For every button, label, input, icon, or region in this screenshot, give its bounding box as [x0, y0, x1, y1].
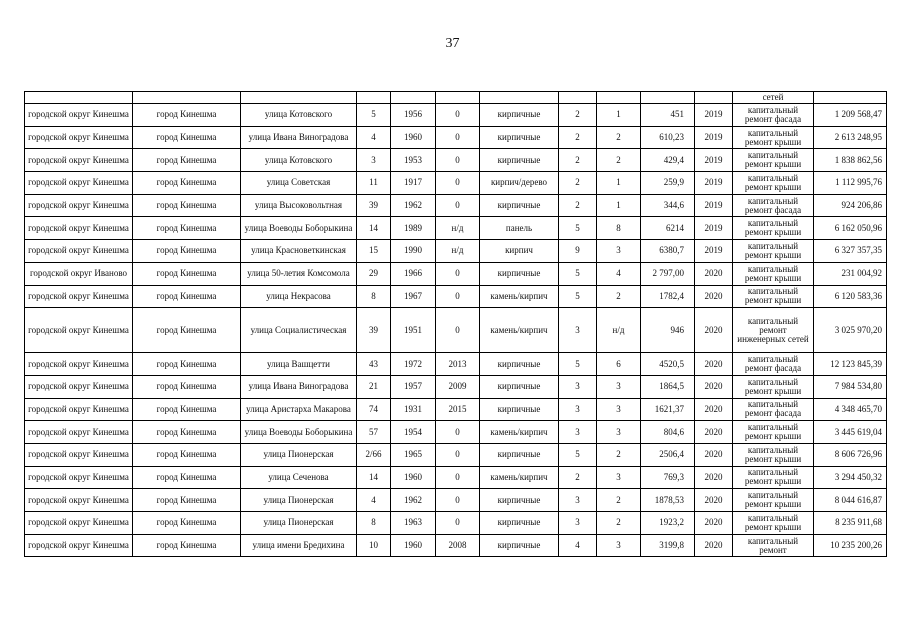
entrances-cell: 4 — [597, 262, 641, 285]
area-cell: 1864,5 — [641, 375, 695, 398]
district-cell: городской округ Кинешма — [25, 375, 133, 398]
entrances-cell: 3 — [597, 398, 641, 421]
repair-year-cell: 2020 — [695, 489, 733, 512]
year-built-cell: 1963 — [391, 512, 436, 535]
city-cell: город Кинешма — [133, 534, 241, 557]
table-row — [25, 466, 887, 489]
district-cell: городской округ Кинешма — [25, 104, 133, 127]
year-renovated-cell: 0 — [436, 466, 480, 489]
wall-material-cell: кирпичные — [480, 443, 559, 466]
work-type-cell: капитальный ремонт крыши — [733, 466, 814, 489]
wall-material-cell: кирпичные — [480, 534, 559, 557]
district-cell: городской округ Кинешма — [25, 443, 133, 466]
street-cell: улица имени Бредихина — [241, 534, 357, 557]
repair-year-cell: 2020 — [695, 375, 733, 398]
street-cell: улица Некрасова — [241, 285, 357, 308]
house-number-cell: 39 — [357, 194, 391, 217]
table-row — [25, 534, 887, 557]
wall-material-cell: кирпичные — [480, 194, 559, 217]
street-cell: улица Пионерская — [241, 489, 357, 512]
city-cell: город Кинешма — [133, 443, 241, 466]
year-built-cell: 1954 — [391, 421, 436, 444]
table-row — [25, 262, 887, 285]
wall-material-cell: камень/кирпич — [480, 466, 559, 489]
repair-year-cell: 2019 — [695, 172, 733, 195]
cost-cell: 8 606 726,96 — [814, 443, 887, 466]
year-renovated-cell: 0 — [436, 172, 480, 195]
work-type-cell: капитальный ремонт — [733, 534, 814, 557]
year-built-cell: 1951 — [391, 308, 436, 353]
work-type-cell: капитальный ремонт крыши — [733, 126, 814, 149]
city-cell: город Кинешма — [133, 421, 241, 444]
area-cell: 1878,53 — [641, 489, 695, 512]
table-row — [25, 285, 887, 308]
repair-year-cell: 2019 — [695, 104, 733, 127]
house-number-cell: 74 — [357, 398, 391, 421]
year-renovated-cell: 0 — [436, 149, 480, 172]
year-built-cell: 1960 — [391, 534, 436, 557]
city-cell: город Кинешма — [133, 353, 241, 376]
cost-cell: 3 294 450,32 — [814, 466, 887, 489]
entrances-cell: 1 — [597, 172, 641, 195]
city-cell: город Кинешма — [133, 512, 241, 535]
entrances-cell: 2 — [597, 149, 641, 172]
floors-cell: 3 — [559, 421, 597, 444]
year-renovated-cell: 0 — [436, 194, 480, 217]
street-cell: улица Ивана Виноградова — [241, 375, 357, 398]
house-number-cell: 3 — [357, 149, 391, 172]
floors-cell: 9 — [559, 240, 597, 263]
year-renovated-cell: 0 — [436, 421, 480, 444]
cost-cell: 10 235 200,26 — [814, 534, 887, 557]
table-row — [25, 375, 887, 398]
city-cell: город Кинешма — [133, 126, 241, 149]
year-built-cell: 1989 — [391, 217, 436, 240]
work-type-cell: капитальный ремонт крыши — [733, 262, 814, 285]
repair-year-cell: 2020 — [695, 353, 733, 376]
work-type-cell: капитальный ремонт крыши — [733, 240, 814, 263]
year-built-cell: 1956 — [391, 104, 436, 127]
work-type-cell: капитальный ремонт крыши — [733, 285, 814, 308]
cost-cell: 12 123 845,39 — [814, 353, 887, 376]
repair-year-cell: 2020 — [695, 308, 733, 353]
floors-cell: 3 — [559, 512, 597, 535]
city-cell: город Кинешма — [133, 285, 241, 308]
floors-cell: 2 — [559, 172, 597, 195]
table-row — [25, 172, 887, 195]
area-cell: 2 797,00 — [641, 262, 695, 285]
entrances-cell: 1 — [597, 194, 641, 217]
work-type-cell: капитальный ремонт фасада — [733, 353, 814, 376]
street-cell: улица Пионерская — [241, 512, 357, 535]
continuation-row — [25, 92, 887, 104]
district-cell: городской округ Кинешма — [25, 534, 133, 557]
street-cell: улица Высоковольтная — [241, 194, 357, 217]
cost-cell: 6 120 583,36 — [814, 285, 887, 308]
year-renovated-cell: 2015 — [436, 398, 480, 421]
repair-year-cell: 2019 — [695, 240, 733, 263]
entrances-cell: 2 — [597, 489, 641, 512]
table-row — [25, 398, 887, 421]
entrances-cell: 3 — [597, 466, 641, 489]
street-cell: улица Котовского — [241, 104, 357, 127]
city-cell: город Кинешма — [133, 172, 241, 195]
work-type-cell: капитальный ремонт фасада — [733, 194, 814, 217]
year-renovated-cell: 0 — [436, 126, 480, 149]
entrances-cell: 2 — [597, 443, 641, 466]
street-cell: улица Пионерская — [241, 443, 357, 466]
street-cell: улица Сеченова — [241, 466, 357, 489]
year-renovated-cell: 0 — [436, 443, 480, 466]
area-cell: 946 — [641, 308, 695, 353]
district-cell: городской округ Кинешма — [25, 172, 133, 195]
entrances-cell: 2 — [597, 285, 641, 308]
floors-cell: 5 — [559, 443, 597, 466]
wall-material-cell: кирпичные — [480, 126, 559, 149]
district-cell: городской округ Кинешма — [25, 466, 133, 489]
wall-material-cell: кирпичные — [480, 489, 559, 512]
house-number-cell: 14 — [357, 217, 391, 240]
floors-cell: 5 — [559, 285, 597, 308]
year-renovated-cell: н/д — [436, 240, 480, 263]
table-row — [25, 489, 887, 512]
area-cell: 4520,5 — [641, 353, 695, 376]
wall-material-cell: панель — [480, 217, 559, 240]
work-type-cell: капитальный ремонт крыши — [733, 217, 814, 240]
city-cell: город Кинешма — [133, 398, 241, 421]
street-cell: улица Советская — [241, 172, 357, 195]
year-built-cell: 1990 — [391, 240, 436, 263]
work-type-cell: капитальный ремонт крыши — [733, 149, 814, 172]
repair-year-cell: 2020 — [695, 398, 733, 421]
repair-year-cell: 2020 — [695, 262, 733, 285]
house-number-cell: 43 — [357, 353, 391, 376]
city-cell: город Кинешма — [133, 240, 241, 263]
district-cell: городской округ Кинешма — [25, 217, 133, 240]
house-number-cell: 57 — [357, 421, 391, 444]
floors-cell: 2 — [559, 104, 597, 127]
street-cell: улица 50-летия Комсомола — [241, 262, 357, 285]
table-row — [25, 512, 887, 535]
work-cell: сетей — [733, 92, 814, 104]
table-row — [25, 240, 887, 263]
floors-cell: 2 — [559, 466, 597, 489]
street-cell: улица Воеводы Боборыкина — [241, 421, 357, 444]
year-renovated-cell: н/д — [436, 217, 480, 240]
year-built-cell: 1967 — [391, 285, 436, 308]
year-renovated-cell: 0 — [436, 308, 480, 353]
floors-cell: 2 — [559, 194, 597, 217]
year-renovated-cell: 0 — [436, 104, 480, 127]
entrances-cell: 2 — [597, 512, 641, 535]
repair-year-cell: 2020 — [695, 443, 733, 466]
entrances-cell: 8 — [597, 217, 641, 240]
year-built-cell: 1931 — [391, 398, 436, 421]
cost-cell: 3 025 970,20 — [814, 308, 887, 353]
area-cell: 6214 — [641, 217, 695, 240]
street-cell: улица Социалистическая — [241, 308, 357, 353]
cost-cell: 4 348 465,70 — [814, 398, 887, 421]
year-renovated-cell: 2008 — [436, 534, 480, 557]
house-number-cell: 10 — [357, 534, 391, 557]
house-number-cell: 14 — [357, 466, 391, 489]
wall-material-cell: кирпич — [480, 240, 559, 263]
floors-cell: 5 — [559, 262, 597, 285]
floors-cell: 3 — [559, 398, 597, 421]
district-cell: городской округ Кинешма — [25, 126, 133, 149]
work-type-cell: капитальный ремонт фасада — [733, 398, 814, 421]
year-built-cell: 1953 — [391, 149, 436, 172]
table-row — [25, 421, 887, 444]
district-cell: городской округ Кинешма — [25, 421, 133, 444]
work-type-cell: капитальный ремонт крыши — [733, 375, 814, 398]
year-built-cell: 1960 — [391, 126, 436, 149]
area-cell: 6380,7 — [641, 240, 695, 263]
table-row — [25, 126, 887, 149]
district-cell: городской округ Кинешма — [25, 149, 133, 172]
year-built-cell: 1917 — [391, 172, 436, 195]
cost-cell: 924 206,86 — [814, 194, 887, 217]
floors-cell: 4 — [559, 534, 597, 557]
city-cell: город Кинешма — [133, 489, 241, 512]
cost-cell: 1 112 995,76 — [814, 172, 887, 195]
house-number-cell: 21 — [357, 375, 391, 398]
year-renovated-cell: 0 — [436, 489, 480, 512]
floors-cell: 3 — [559, 375, 597, 398]
year-renovated-cell: 2009 — [436, 375, 480, 398]
repair-year-cell: 2020 — [695, 285, 733, 308]
year-built-cell: 1972 — [391, 353, 436, 376]
district-cell: городской округ Кинешма — [25, 398, 133, 421]
area-cell: 451 — [641, 104, 695, 127]
entrances-cell: н/д — [597, 308, 641, 353]
street-cell: улица Воеводы Боборыкина — [241, 217, 357, 240]
table-row — [25, 443, 887, 466]
cost-cell: 1 838 862,56 — [814, 149, 887, 172]
year-built-cell: 1960 — [391, 466, 436, 489]
entrances-cell: 3 — [597, 375, 641, 398]
district-cell: городской округ Кинешма — [25, 353, 133, 376]
wall-material-cell: кирпичные — [480, 353, 559, 376]
district-cell: городской округ Кинешма — [25, 194, 133, 217]
street-cell: улица Аристарха Макарова — [241, 398, 357, 421]
street-cell: улица Котовского — [241, 149, 357, 172]
area-cell: 769,3 — [641, 466, 695, 489]
year-built-cell: 1962 — [391, 194, 436, 217]
street-cell: улица Ивана Виноградова — [241, 126, 357, 149]
area-cell: 610,23 — [641, 126, 695, 149]
wall-material-cell: камень/кирпич — [480, 308, 559, 353]
table-row — [25, 308, 887, 353]
year-renovated-cell: 0 — [436, 262, 480, 285]
house-number-cell: 8 — [357, 512, 391, 535]
house-number-cell: 4 — [357, 489, 391, 512]
street-cell: улица Вашцетти — [241, 353, 357, 376]
work-type-cell: капитальный ремонт крыши — [733, 443, 814, 466]
district-cell: городской округ Кинешма — [25, 308, 133, 353]
table-row — [25, 104, 887, 127]
housing-repair-table — [24, 91, 887, 557]
cost-cell: 7 984 534,80 — [814, 375, 887, 398]
repair-year-cell: 2019 — [695, 194, 733, 217]
area-cell: 429,4 — [641, 149, 695, 172]
work-type-cell: капитальный ремонт крыши — [733, 421, 814, 444]
floors-cell: 5 — [559, 353, 597, 376]
wall-material-cell: камень/кирпич — [480, 285, 559, 308]
work-type-cell: капитальный ремонт крыши — [733, 172, 814, 195]
repair-year-cell: 2020 — [695, 466, 733, 489]
area-cell: 1923,2 — [641, 512, 695, 535]
city-cell: город Кинешма — [133, 375, 241, 398]
wall-material-cell: кирпич/дерево — [480, 172, 559, 195]
year-built-cell: 1957 — [391, 375, 436, 398]
city-cell: город Кинешма — [133, 149, 241, 172]
repair-year-cell: 2020 — [695, 512, 733, 535]
repair-year-cell: 2020 — [695, 421, 733, 444]
house-number-cell: 11 — [357, 172, 391, 195]
city-cell: город Кинешма — [133, 217, 241, 240]
cost-cell: 6 162 050,96 — [814, 217, 887, 240]
year-built-cell: 1966 — [391, 262, 436, 285]
repair-year-cell: 2020 — [695, 534, 733, 557]
city-cell: город Кинешма — [133, 262, 241, 285]
year-built-cell: 1962 — [391, 489, 436, 512]
wall-material-cell: камень/кирпич — [480, 421, 559, 444]
wall-material-cell: кирпичные — [480, 262, 559, 285]
repair-year-cell: 2019 — [695, 149, 733, 172]
house-number-cell: 4 — [357, 126, 391, 149]
street-cell: улица Красноветкинская — [241, 240, 357, 263]
cost-cell: 3 445 619,04 — [814, 421, 887, 444]
page-number: 37 — [445, 36, 460, 51]
district-cell: городской округ Кинешма — [25, 489, 133, 512]
work-type-cell: капитальный ремонт инженерных сетей — [733, 308, 814, 353]
cost-cell: 231 004,92 — [814, 262, 887, 285]
entrances-cell: 3 — [597, 240, 641, 263]
house-number-cell: 8 — [357, 285, 391, 308]
floors-cell: 3 — [559, 308, 597, 353]
entrances-cell: 2 — [597, 126, 641, 149]
district-cell: городской округ Кинешма — [25, 512, 133, 535]
area-cell: 3199,8 — [641, 534, 695, 557]
wall-material-cell: кирпичные — [480, 512, 559, 535]
wall-material-cell: кирпичные — [480, 104, 559, 127]
year-renovated-cell: 0 — [436, 285, 480, 308]
city-cell: город Кинешма — [133, 194, 241, 217]
area-cell: 1621,37 — [641, 398, 695, 421]
house-number-cell: 2/66 — [357, 443, 391, 466]
repair-year-cell: 2019 — [695, 217, 733, 240]
table-row — [25, 353, 887, 376]
district-cell: городской округ Иваново — [25, 262, 133, 285]
wall-material-cell: кирпичные — [480, 398, 559, 421]
house-number-cell: 5 — [357, 104, 391, 127]
house-number-cell: 29 — [357, 262, 391, 285]
cost-cell: 8 235 911,68 — [814, 512, 887, 535]
work-type-cell: капитальный ремонт крыши — [733, 512, 814, 535]
wall-material-cell: кирпичные — [480, 375, 559, 398]
entrances-cell: 3 — [597, 534, 641, 557]
work-type-cell: капитальный ремонт фасада — [733, 104, 814, 127]
entrances-cell: 6 — [597, 353, 641, 376]
floors-cell: 2 — [559, 126, 597, 149]
house-number-cell: 39 — [357, 308, 391, 353]
wall-material-cell: кирпичные — [480, 149, 559, 172]
repair-year-cell: 2019 — [695, 126, 733, 149]
table-row — [25, 217, 887, 240]
cost-cell: 8 044 616,87 — [814, 489, 887, 512]
district-cell: городской округ Кинешма — [25, 285, 133, 308]
year-renovated-cell: 2013 — [436, 353, 480, 376]
area-cell: 2506,4 — [641, 443, 695, 466]
cost-cell: 6 327 357,35 — [814, 240, 887, 263]
cost-cell: 2 613 248,95 — [814, 126, 887, 149]
city-cell: город Кинешма — [133, 308, 241, 353]
table-row — [25, 194, 887, 217]
floors-cell: 5 — [559, 217, 597, 240]
city-cell: город Кинешма — [133, 104, 241, 127]
entrances-cell: 3 — [597, 421, 641, 444]
area-cell: 344,6 — [641, 194, 695, 217]
year-renovated-cell: 0 — [436, 512, 480, 535]
house-number-cell: 15 — [357, 240, 391, 263]
area-cell: 1782,4 — [641, 285, 695, 308]
entrances-cell: 1 — [597, 104, 641, 127]
cost-cell: 1 209 568,47 — [814, 104, 887, 127]
floors-cell: 2 — [559, 149, 597, 172]
year-built-cell: 1965 — [391, 443, 436, 466]
table-row — [25, 149, 887, 172]
work-type-cell: капитальный ремонт крыши — [733, 489, 814, 512]
floors-cell: 3 — [559, 489, 597, 512]
district-cell: городской округ Кинешма — [25, 240, 133, 263]
area-cell: 804,6 — [641, 421, 695, 444]
city-cell: город Кинешма — [133, 466, 241, 489]
area-cell: 259,9 — [641, 172, 695, 195]
